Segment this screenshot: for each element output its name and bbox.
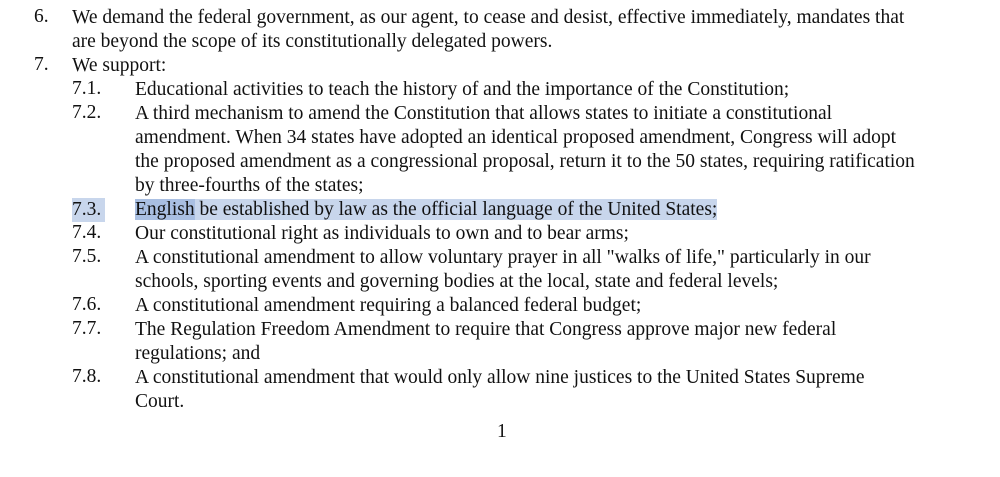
sub-item-number: 7.8. [72, 366, 102, 387]
item-text-line: We demand the federal government, as our agent, to cease and desist, effective immediately, mandates that [72, 7, 905, 28]
sub-item-text-line: amendment. When 34 states have adopted an identical proposed amendment, Congress will adopt [135, 127, 897, 148]
page-number: 1 [497, 421, 507, 442]
selected-word: English [135, 199, 195, 220]
sub-item-text-line: schools, sporting events and governing bodies at the local, state and federal levels; [135, 271, 779, 292]
sub-item-number: 7.6. [72, 294, 102, 315]
item-text-line: are beyond the scope of its constitutionally delegated powers. [72, 31, 553, 52]
sub-item-text-line: by three-fourths of the states; [135, 175, 364, 196]
sub-item-number: 7.5. [72, 246, 102, 267]
sub-item-number: 7.1. [72, 78, 102, 99]
sub-item-number: 7.2. [72, 102, 102, 123]
sub-item-text-line: regulations; and [135, 343, 261, 364]
sub-item-text-line: Educational activities to teach the history of and the importance of the Constitution; [135, 79, 790, 100]
sub-item-text-line: A constitutional amendment requiring a balanced federal budget; [135, 295, 642, 316]
item-text-line: We support: [72, 55, 167, 76]
sub-item-number: 7.7. [72, 318, 102, 339]
item-number: 7. [34, 54, 49, 75]
sub-item-text-line: The Regulation Freedom Amendment to require that Congress approve major new federal [135, 319, 837, 340]
sub-item-text-line: A constitutional amendment that would only allow nine justices to the United States Supreme [135, 367, 865, 388]
item-number: 6. [34, 6, 49, 27]
sub-item-text-line: A constitutional amendment to allow voluntary prayer in all "walks of life," particularly in our [135, 247, 871, 268]
sub-item-text-line: the proposed amendment as a congressional proposal, return it to the 50 states, requiring ratification [135, 151, 915, 172]
sub-item-text-line: A third mechanism to amend the Constitution that allows states to initiate a constitutional [135, 103, 833, 124]
sub-item-text-line: Court. [135, 391, 185, 412]
sub-item-number: 7.3. [72, 198, 105, 222]
sub-item-number: 7.4. [72, 222, 102, 243]
sub-item-text-line: Our constitutional right as individuals to own and to bear arms; [135, 223, 629, 244]
selected-text-rest: be established by law as the official language of the United States; [194, 199, 718, 220]
selected-text-line[interactable] [135, 198, 717, 222]
